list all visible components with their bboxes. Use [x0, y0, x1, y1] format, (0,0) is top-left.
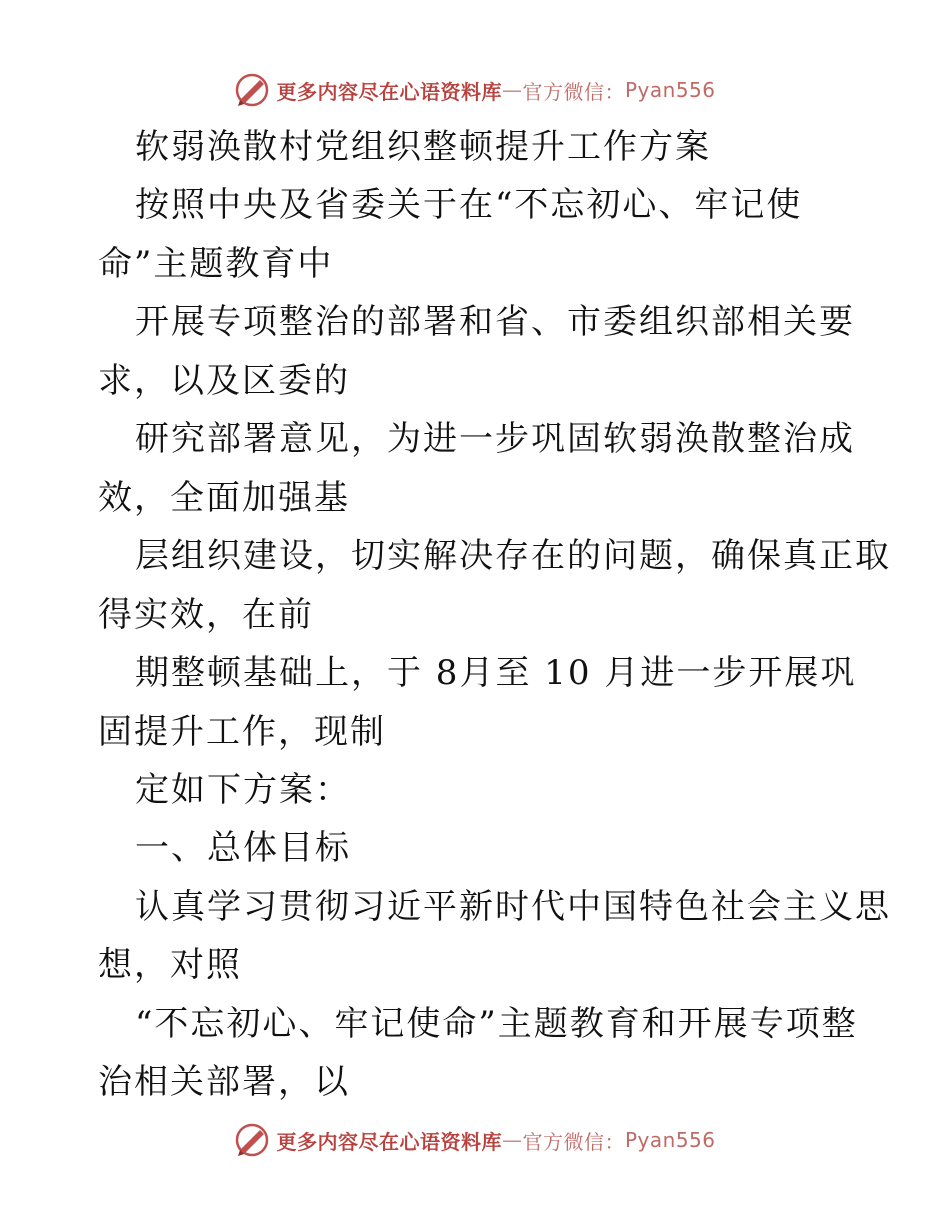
pen-logo-icon — [234, 72, 270, 108]
paragraph-line: 层组织建设，切实解决存在的问题，确保真正取 — [135, 536, 891, 576]
paragraph-line: 想，对照 — [98, 945, 242, 985]
watermark-main-text: 更多内容尽在心语资料库 — [276, 79, 502, 104]
watermark-dash: — — [501, 1128, 523, 1152]
paragraph-line: “不忘初心、牢记使命”主题教育和开展专项整 — [135, 1004, 858, 1044]
paragraph-line: 治相关部署，以 — [98, 1062, 350, 1102]
paragraph-line: 效，全面加强基 — [98, 478, 350, 518]
watermark-id: Pyan556 — [624, 78, 716, 102]
paragraph-line: 期整顿基础上，于 8月至 10 月进一步开展巩 — [135, 653, 857, 693]
paragraph-line: 按照中央及省委关于在“不忘初心、牢记使 — [135, 185, 803, 225]
paragraph-line: 命”主题教育中 — [98, 244, 334, 284]
header-watermark — [0, 70, 950, 110]
paragraph-line: 研究部署意见，为进一步巩固软弱涣散整治成 — [135, 419, 855, 459]
document-title: 软弱涣散村党组织整顿提升工作方案 — [135, 127, 711, 167]
footer-watermark — [0, 1120, 950, 1160]
paragraph-line: 认真学习贯彻习近平新时代中国特色社会主义思 — [135, 887, 891, 927]
paragraph-line: 固提升工作，现制 — [98, 712, 386, 752]
watermark-sub-text: 官方微信： — [522, 1129, 625, 1154]
paragraph-line: 定如下方案： — [135, 770, 351, 810]
watermark-dash: — — [501, 78, 523, 102]
section-heading: 一、总体目标 — [135, 828, 351, 868]
paragraph-line: 求，以及区委的 — [98, 361, 350, 401]
paragraph-line: 得实效，在前 — [98, 595, 314, 635]
paragraph-line: 开展专项整治的部署和省、市委组织部相关要 — [135, 302, 855, 342]
watermark-sub-text: 官方微信： — [522, 79, 625, 104]
watermark-main-text: 更多内容尽在心语资料库 — [276, 1129, 502, 1154]
watermark-id: Pyan556 — [624, 1128, 716, 1152]
pen-logo-icon — [234, 1122, 270, 1158]
